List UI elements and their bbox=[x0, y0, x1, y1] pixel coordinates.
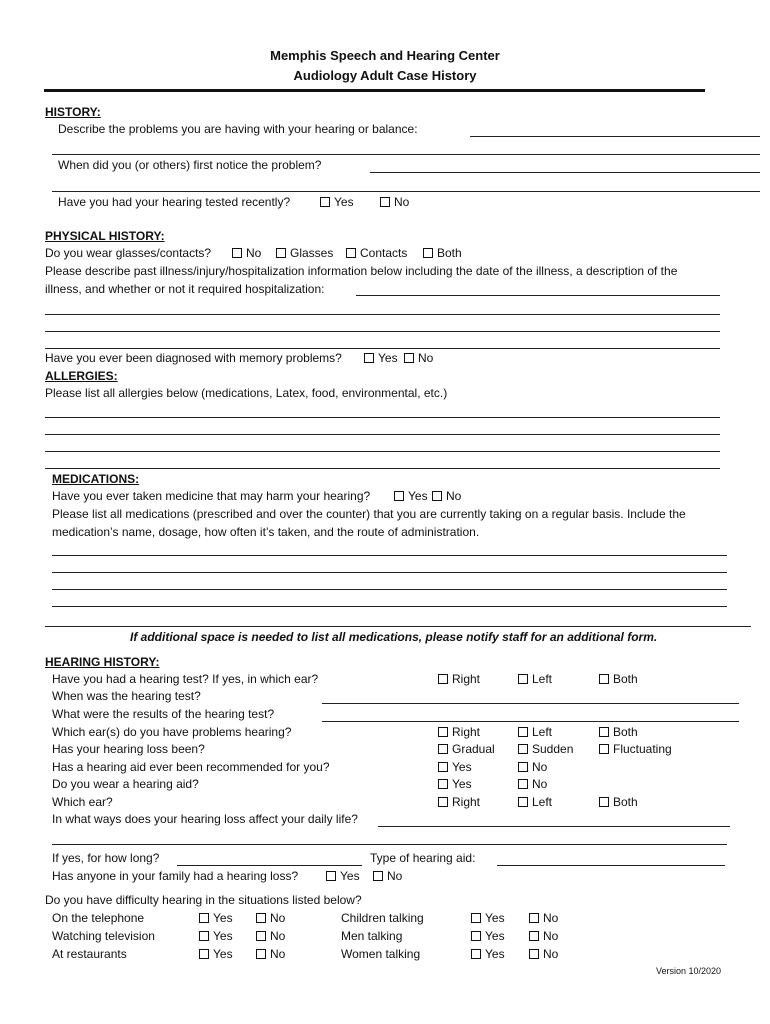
loss-fluctuating-option[interactable] bbox=[599, 742, 672, 757]
option-label: No bbox=[246, 246, 262, 260]
answer-line-illness[interactable] bbox=[356, 295, 720, 296]
children-yes-option[interactable] bbox=[471, 911, 505, 926]
q-type-aid: Type of hearing aid: bbox=[370, 851, 476, 865]
answer-line-daily-life-2[interactable] bbox=[52, 844, 727, 845]
television-no-option[interactable] bbox=[256, 929, 285, 944]
option-label: No bbox=[270, 929, 286, 943]
option-label: Gradual bbox=[452, 742, 495, 756]
checkbox[interactable] bbox=[529, 931, 539, 941]
answer-line-problems-2[interactable] bbox=[52, 154, 760, 155]
checkbox[interactable] bbox=[404, 353, 414, 363]
situation-women: Women talking bbox=[341, 947, 421, 961]
checkbox[interactable] bbox=[199, 949, 209, 959]
option-label: Yes bbox=[340, 869, 360, 883]
situation-men: Men talking bbox=[341, 929, 403, 943]
checkbox[interactable] bbox=[256, 949, 266, 959]
option-label: No bbox=[394, 195, 410, 209]
memory-yes-option[interactable] bbox=[364, 351, 398, 366]
q-results: What were the results of the hearing test? bbox=[52, 707, 275, 721]
header-rule bbox=[44, 89, 705, 92]
telephone-no-option[interactable] bbox=[256, 911, 285, 926]
checkbox[interactable] bbox=[326, 871, 336, 881]
option-label: Yes bbox=[485, 929, 505, 943]
glasses-contacts-option[interactable] bbox=[346, 246, 407, 261]
answer-line-allergies-2[interactable] bbox=[45, 434, 720, 435]
checkbox[interactable] bbox=[373, 871, 383, 881]
checkbox[interactable] bbox=[518, 744, 528, 754]
option-label: No bbox=[543, 911, 559, 925]
option-label: Yes bbox=[485, 911, 505, 925]
tested-no-option[interactable] bbox=[380, 195, 409, 210]
aid-recommended-no-option[interactable] bbox=[518, 760, 547, 775]
checkbox[interactable] bbox=[471, 931, 481, 941]
checkbox[interactable] bbox=[518, 779, 528, 789]
option-label: No bbox=[532, 777, 548, 791]
test-ear-both-option[interactable] bbox=[599, 672, 638, 687]
checkbox[interactable] bbox=[529, 949, 539, 959]
physical-heading: PHYSICAL HISTORY: bbox=[45, 229, 165, 243]
option-label: No bbox=[543, 947, 559, 961]
checkbox[interactable] bbox=[599, 744, 609, 754]
answer-line-first-notice[interactable] bbox=[370, 172, 760, 173]
q-tested-recently: Have you had your hearing tested recently? bbox=[58, 195, 291, 209]
q-when: When was the hearing test? bbox=[52, 689, 201, 703]
problem-ear-right-option[interactable] bbox=[438, 725, 480, 740]
option-label: Contacts bbox=[360, 246, 408, 260]
option-label: Both bbox=[613, 725, 638, 739]
answer-line-how-long[interactable] bbox=[177, 865, 362, 866]
answer-line-first-notice-2[interactable] bbox=[52, 191, 760, 192]
tested-yes-option[interactable] bbox=[320, 195, 354, 210]
television-yes-option[interactable] bbox=[199, 929, 233, 944]
glasses-no-option[interactable] bbox=[232, 246, 261, 261]
medications-prompt-line2: medication’s name, dosage, how often it’s taken, and the route of administration. bbox=[52, 525, 480, 539]
option-label: Both bbox=[437, 246, 462, 260]
medications-rule bbox=[45, 626, 751, 627]
option-label: No bbox=[270, 911, 286, 925]
allergies-prompt: Please list all allergies below (medications, Latex, food, environmental, etc.) bbox=[45, 386, 448, 400]
test-ear-right-option[interactable] bbox=[438, 672, 480, 687]
checkbox[interactable] bbox=[438, 779, 448, 789]
illness-prompt-line2: illness, and whether or not it required hospitalization: bbox=[45, 282, 325, 296]
form-title: Audiology Adult Case History bbox=[293, 68, 477, 83]
q-wear-aid: Do you wear a hearing aid? bbox=[52, 777, 199, 791]
loss-sudden-option[interactable] bbox=[518, 742, 573, 757]
which-ear-right-option[interactable] bbox=[438, 795, 480, 810]
medications-heading: MEDICATIONS: bbox=[52, 472, 140, 486]
checkbox[interactable] bbox=[438, 674, 448, 684]
checkbox[interactable] bbox=[471, 949, 481, 959]
family-yes-option[interactable] bbox=[326, 869, 360, 884]
problem-ear-left-option[interactable] bbox=[518, 725, 552, 740]
q-daily-life: In what ways does your hearing loss affect your daily life? bbox=[52, 812, 358, 826]
option-label: Fluctuating bbox=[613, 742, 672, 756]
q-harm: Have you ever taken medicine that may harm your hearing? bbox=[52, 489, 371, 503]
q-memory: Have you ever been diagnosed with memory problems? bbox=[45, 351, 342, 365]
option-label: Left bbox=[532, 672, 553, 686]
answer-line-allergies-3[interactable] bbox=[45, 451, 720, 452]
answer-line-results[interactable] bbox=[322, 721, 739, 722]
option-label: No bbox=[446, 489, 462, 503]
checkbox[interactable] bbox=[432, 491, 442, 501]
option-label: Right bbox=[452, 795, 481, 809]
option-label: Glasses bbox=[290, 246, 334, 260]
option-label: No bbox=[543, 929, 559, 943]
checkbox[interactable] bbox=[438, 744, 448, 754]
q-glasses: Do you wear glasses/contacts? bbox=[45, 246, 212, 260]
checkbox[interactable] bbox=[599, 797, 609, 807]
option-label: Yes bbox=[213, 929, 233, 943]
telephone-yes-option[interactable] bbox=[199, 911, 233, 926]
option-label: Both bbox=[613, 795, 638, 809]
q-test-ear: Have you had a hearing test? If yes, in which ear? bbox=[52, 672, 319, 686]
q-which-problems: Which ear(s) do you have problems hearing? bbox=[52, 725, 292, 739]
option-label: Left bbox=[532, 725, 553, 739]
answer-line-illness-3[interactable] bbox=[45, 331, 720, 332]
illness-prompt-line1: Please describe past illness/injury/hospitalization information below including the date of the illness, a description of the bbox=[45, 264, 678, 278]
checkbox[interactable] bbox=[599, 727, 609, 737]
checkbox[interactable] bbox=[199, 913, 209, 923]
aid-recommended-yes-option[interactable] bbox=[438, 760, 472, 775]
checkbox[interactable] bbox=[518, 762, 528, 772]
option-label: Sudden bbox=[532, 742, 574, 756]
option-label: No bbox=[532, 760, 548, 774]
situation-children: Children talking bbox=[341, 911, 424, 925]
which-ear-left-option[interactable] bbox=[518, 795, 552, 810]
history-heading: HISTORY: bbox=[45, 105, 101, 119]
checkbox[interactable] bbox=[199, 931, 209, 941]
option-label: Yes bbox=[485, 947, 505, 961]
medications-prompt-line1: Please list all medications (prescribed and over the counter) that you are currently taking on a regular basis. Include the bbox=[52, 507, 686, 521]
q-problems: Describe the problems you are having with your hearing or balance: bbox=[58, 122, 418, 136]
version-label: Version 10/2020 bbox=[656, 966, 722, 976]
checkbox[interactable] bbox=[232, 248, 242, 258]
answer-line-medications-3[interactable] bbox=[52, 589, 727, 590]
test-ear-left-option[interactable] bbox=[518, 672, 552, 687]
option-label: Yes bbox=[452, 777, 472, 791]
q-which-ear: Which ear? bbox=[52, 795, 113, 809]
situation-restaurants: At restaurants bbox=[52, 947, 127, 961]
org-name: Memphis Speech and Hearing Center bbox=[270, 48, 500, 63]
loss-gradual-option[interactable] bbox=[438, 742, 495, 757]
q-first-notice: When did you (or others) first notice the problem? bbox=[58, 158, 322, 172]
restaurants-no-option[interactable] bbox=[256, 947, 285, 962]
checkbox[interactable] bbox=[320, 197, 330, 207]
family-no-option[interactable] bbox=[373, 869, 402, 884]
option-label: Yes bbox=[334, 195, 354, 209]
option-label: Both bbox=[613, 672, 638, 686]
option-label: Yes bbox=[452, 760, 472, 774]
checkbox[interactable] bbox=[380, 197, 390, 207]
wear-aid-no-option[interactable] bbox=[518, 777, 547, 792]
answer-line-daily-life[interactable] bbox=[378, 826, 730, 827]
answer-line-problems[interactable] bbox=[470, 136, 760, 137]
answer-line-illness-2[interactable] bbox=[45, 314, 720, 315]
checkbox[interactable] bbox=[518, 797, 528, 807]
hearing-heading: HEARING HISTORY: bbox=[45, 655, 160, 669]
option-label: Yes bbox=[213, 911, 233, 925]
allergies-heading: ALLERGIES: bbox=[45, 369, 118, 383]
option-label: No bbox=[387, 869, 403, 883]
option-label: No bbox=[418, 351, 434, 365]
checkbox[interactable] bbox=[518, 674, 528, 684]
answer-line-medications-4[interactable] bbox=[52, 606, 727, 607]
answer-line-allergies-4[interactable] bbox=[45, 468, 720, 469]
answer-line-medications-2[interactable] bbox=[52, 572, 727, 573]
checkbox[interactable] bbox=[394, 491, 404, 501]
harm-yes-option[interactable] bbox=[394, 489, 428, 504]
checkbox[interactable] bbox=[256, 931, 266, 941]
medications-note: If additional space is needed to list all medications, please notify staff for an additional form. bbox=[130, 630, 658, 644]
women-yes-option[interactable] bbox=[471, 947, 505, 962]
situation-telephone: On the telephone bbox=[52, 911, 145, 925]
situations-prompt: Do you have difficulty hearing in the situations listed below? bbox=[45, 893, 362, 907]
q-family: Has anyone in your family had a hearing loss? bbox=[52, 869, 299, 883]
glasses-both-option[interactable] bbox=[423, 246, 462, 261]
children-no-option[interactable] bbox=[529, 911, 558, 926]
option-label: Left bbox=[532, 795, 553, 809]
restaurants-yes-option[interactable] bbox=[199, 947, 233, 962]
option-label: Yes bbox=[378, 351, 398, 365]
q-aid-recommended: Has a hearing aid ever been recommended for you? bbox=[52, 760, 330, 774]
men-no-option[interactable] bbox=[529, 929, 558, 944]
option-label: Yes bbox=[408, 489, 428, 503]
checkbox[interactable] bbox=[438, 797, 448, 807]
checkbox[interactable] bbox=[438, 727, 448, 737]
checkbox[interactable] bbox=[276, 248, 286, 258]
answer-line-type-aid[interactable] bbox=[497, 865, 725, 866]
q-loss-been: Has your hearing loss been? bbox=[52, 742, 205, 756]
memory-no-option[interactable] bbox=[404, 351, 433, 366]
checkbox[interactable] bbox=[471, 913, 481, 923]
option-label: No bbox=[270, 947, 286, 961]
checkbox[interactable] bbox=[256, 913, 266, 923]
women-no-option[interactable] bbox=[529, 947, 558, 962]
answer-line-medications-1[interactable] bbox=[52, 555, 727, 556]
option-label: Yes bbox=[213, 947, 233, 961]
answer-line-allergies-1[interactable] bbox=[45, 417, 720, 418]
checkbox[interactable] bbox=[364, 353, 374, 363]
men-yes-option[interactable] bbox=[471, 929, 505, 944]
option-label: Right bbox=[452, 725, 481, 739]
answer-line-illness-4[interactable] bbox=[45, 348, 720, 349]
situation-television: Watching television bbox=[52, 929, 155, 943]
checkbox[interactable] bbox=[423, 248, 433, 258]
checkbox[interactable] bbox=[438, 762, 448, 772]
checkbox[interactable] bbox=[599, 674, 609, 684]
checkbox[interactable] bbox=[529, 913, 539, 923]
option-label: Right bbox=[452, 672, 481, 686]
wear-aid-yes-option[interactable] bbox=[438, 777, 472, 792]
glasses-glasses-option[interactable] bbox=[276, 246, 333, 261]
answer-line-when[interactable] bbox=[322, 703, 739, 704]
harm-no-option[interactable] bbox=[432, 489, 461, 504]
checkbox[interactable] bbox=[346, 248, 356, 258]
problem-ear-both-option[interactable] bbox=[599, 725, 638, 740]
q-how-long: If yes, for how long? bbox=[52, 851, 160, 865]
which-ear-both-option[interactable] bbox=[599, 795, 638, 810]
checkbox[interactable] bbox=[518, 727, 528, 737]
